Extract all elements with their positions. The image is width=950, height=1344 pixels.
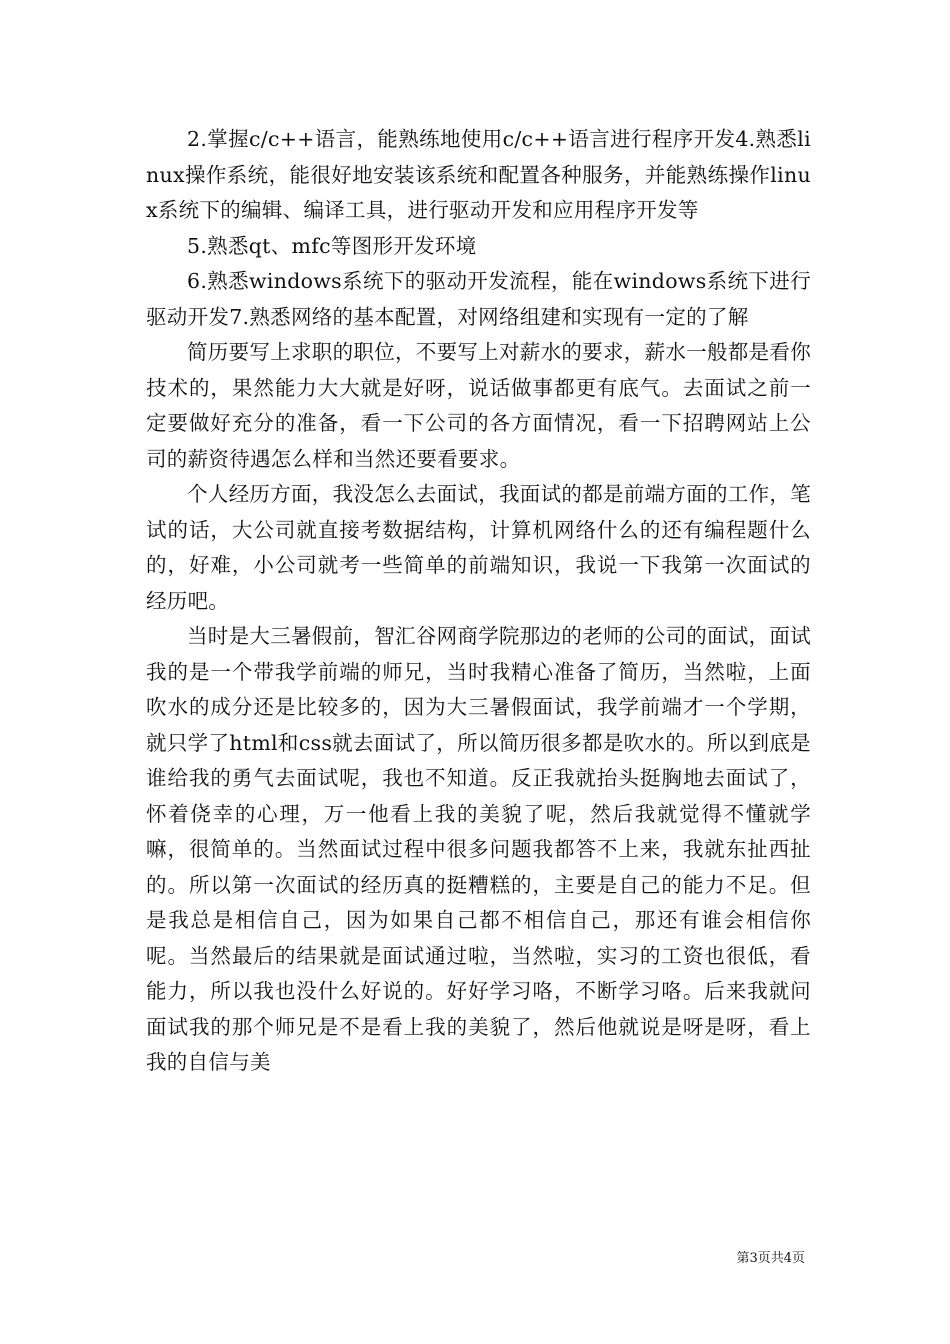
paragraph-skills-qt-mfc: 5.熟悉qt、mfc等图形开发环境 [187,233,477,258]
paragraph-first-interview: 当时是大三暑假前，智汇谷网商学院那边的老师的公司的面试，面试我的是一个带我学前端的师兄，当时我精心准备了简历，当然啦，上面吹水的成分还是比较多的，因为大三暑假面试，我学前端才一个学期，就只学了html和css就去面试了，所以简历很多都是吹水的。所以到底是谁给我的勇气去面试呢，我也不知道。反正我就抬头挺胸地去面试了，怀着侥幸的心理，万一他看上我的美貌了呢，然后我就觉得不懂就学嘛，很简单的。当然面试过程中很多问题我都答不上来，我就东扯西扯的。所以第一次面试的经历真的挺糟糕的，主要是自己的能力不足。但是我总是相信自己，因为如果自己都不相信自己，那还有谁会相信你呢。当然最后的结果就是面试通过啦，当然啦，实习的工资也很低，看能力，所以我也没什么好说的。好好学习咯，不断学习咯。后来我就问面试我的那个师兄是不是看上我的美貌了，然后他就说是呀是呀，看上我的自信与美 [146,624,811,1074]
paragraph-skills-windows-network: 6.熟悉windows系统下的驱动开发流程，能在windows系统下进行驱动开发7.熟悉网络的基本配置，对网络组建和实现有一定的了解 [146,269,811,329]
page-number: 第3页共4页 [736,1251,805,1266]
paragraph-personal-experience: 个人经历方面，我没怎么去面试，我面试的都是前端方面的工作，笔试的话，大公司就直接考数据结构，计算机网络什么的还有编程题什么的，好难，小公司就考一些简单的前端知识，我说一下我第一次面试的经历吧。 [146,482,811,613]
paragraph-skills-c-linux: 2.掌握c/c++语言，能熟练地使用c/c++语言进行程序开发4.熟悉linux操作系统，能很好地安装该系统和配置各种服务，并能熟练操作linux系统下的编辑、编译工具，进行驱动开发和应用程序开发等 [146,127,811,222]
document-body [146,122,811,1081]
paragraph-resume-advice: 简历要写上求职的职位，不要写上对薪水的要求，薪水一般都是看你技术的，果然能力大大就是好呀，说话做事都更有底气。去面试之前一定要做好充分的准备，看一下公司的各方面情况，看一下招聘网站上公司的薪资待遇怎么样和当然还要看要求。 [146,340,811,471]
